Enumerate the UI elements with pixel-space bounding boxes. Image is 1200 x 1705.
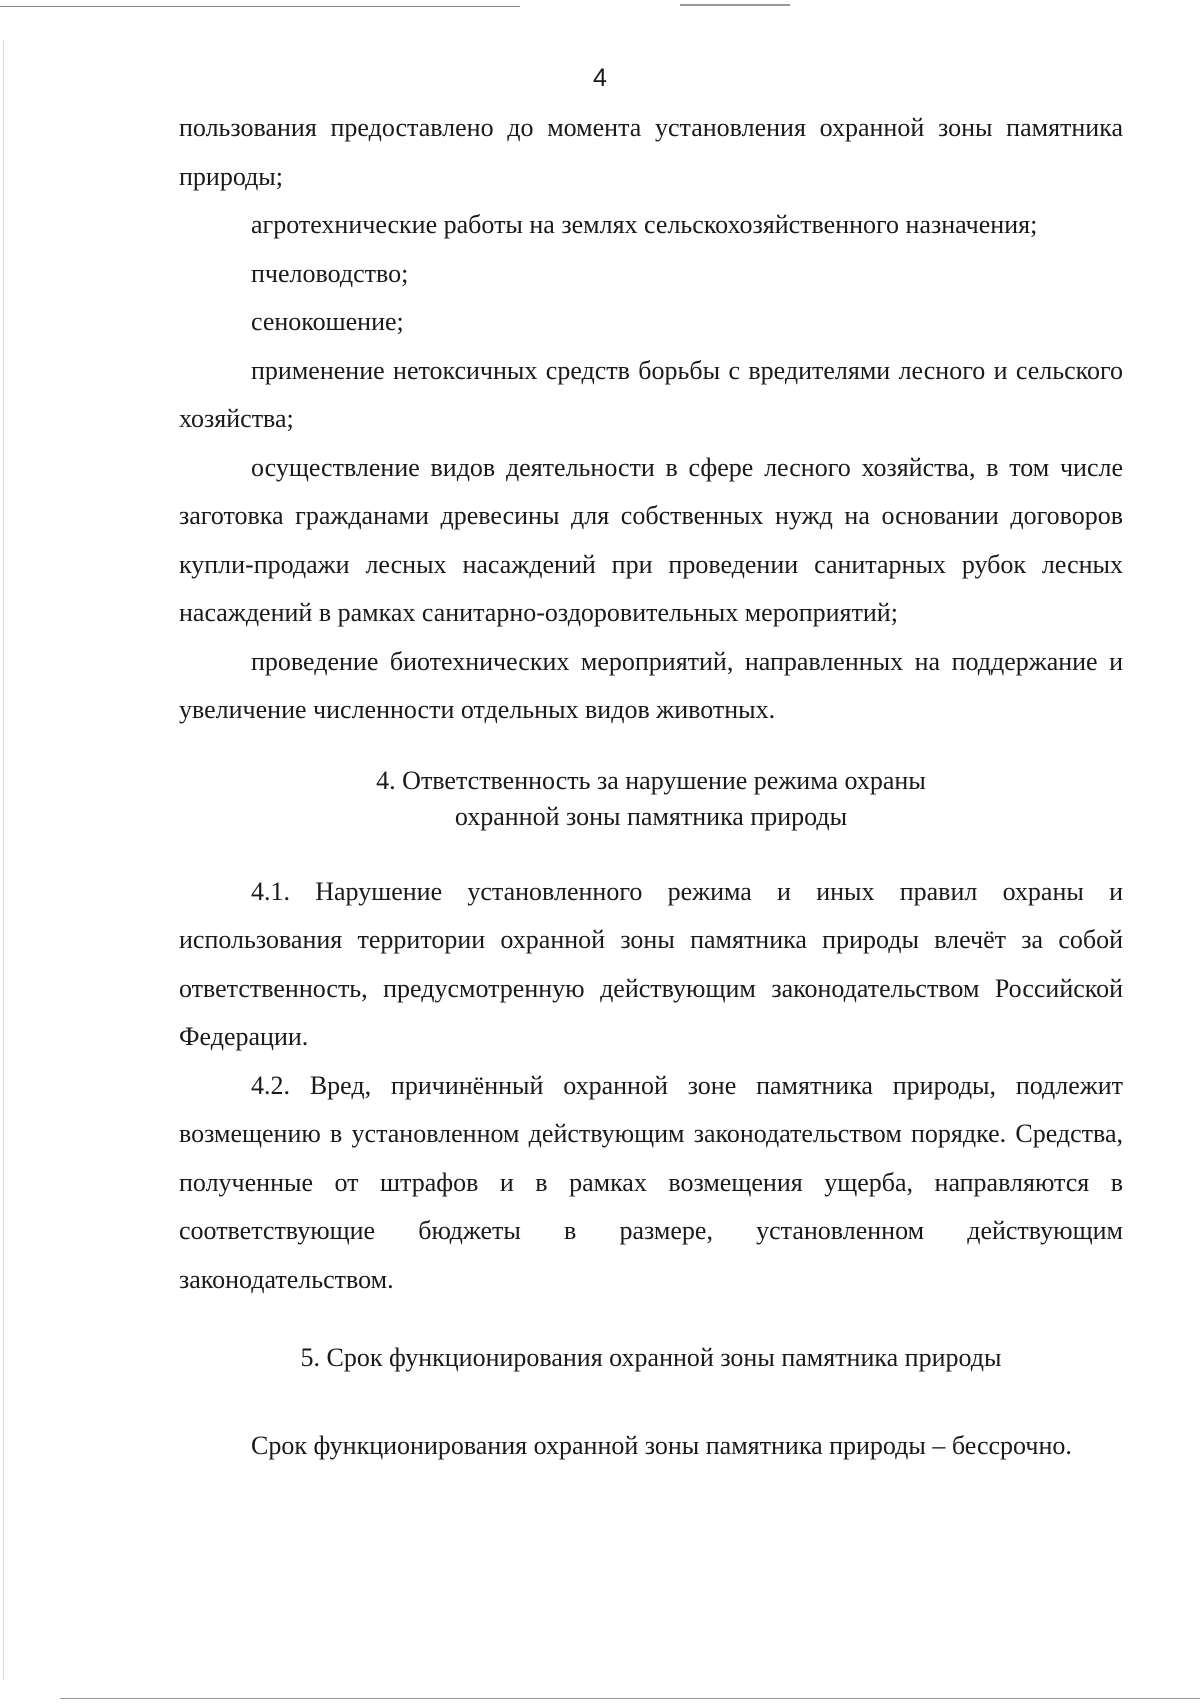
list-item-agrotech: агротехнические работы на землях сельскохозяйственного назначения; — [251, 210, 1038, 239]
section-4-heading-line-1: 4. Ответственность за нарушение режима охраны — [376, 765, 926, 795]
section-4-paragraph-1: 4.1. Нарушение установленного режима и иных правил охраны и использования территории охранной зоны памятника природы влечёт за собой ответственность, предусмотренную действующим законодательством Российской Федерации. — [179, 876, 1123, 1051]
scan-edge-bottom — [60, 1698, 1200, 1699]
document-body — [179, 104, 1123, 1471]
paragraph-continuation: пользования предоставлено до момента установления охранной зоны памятника природы; — [179, 113, 1123, 191]
scan-edge-top-mid — [680, 4, 790, 6]
list-item-forestry: осуществление видов деятельности в сфере лесного хозяйства, в том числе заготовка гражданами древесины для собственных нужд на основании договоров купли-продажи лесных насаждений при проведении санитарных рубок лесных насаждений в рамках санитарно-оздоровительных мероприятий; — [179, 452, 1123, 627]
section-4-paragraph-2: 4.2. Вред, причинённый охранной зоне памятника природы, подлежит возмещению в установленном действующим законодательством порядке. Средства, полученные от штрафов и в рамках возмещения ущерба, направляются в соответствующие бюджеты в размере, установленном действующим законодательством. — [179, 1070, 1123, 1294]
scan-edge-top-left — [0, 6, 520, 7]
scan-edge-left — [3, 40, 4, 1680]
list-item-biotech: проведение биотехнических мероприятий, направленных на поддержание и увеличение численности отдельных видов животных. — [179, 646, 1123, 724]
section-5-heading: 5. Срок функционирования охранной зоны памятника природы — [300, 1343, 1002, 1372]
section-4-heading-line-2: охранной зоны памятника природы — [454, 801, 848, 831]
list-item-haymaking: сенокошение; — [251, 307, 404, 336]
list-item-pest-control: применение нетоксичных средств борьбы с вредителями лесного и сельского хозяйства; — [179, 355, 1123, 433]
list-item-beekeeping: пчеловодство; — [251, 258, 409, 288]
section-5-paragraph-1: Срок функционирования охранной зоны памятника природы – бессрочно. — [251, 1431, 1072, 1460]
page-number: 4 — [593, 64, 607, 92]
